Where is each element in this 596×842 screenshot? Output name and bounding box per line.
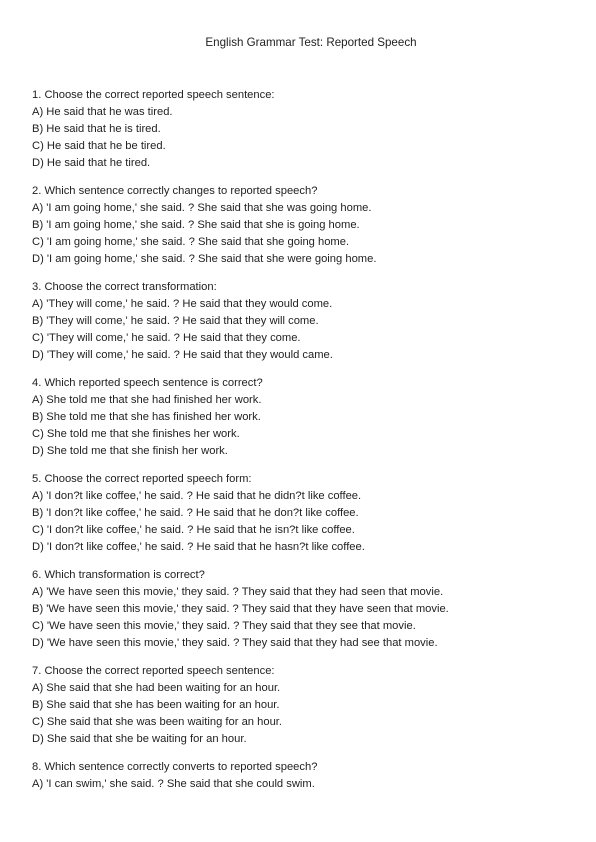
answer-option: A) 'They will come,' he said. ? He said that they would come. [32, 298, 333, 310]
answer-option: C) He said that he be tired. [32, 140, 166, 152]
question-3 [32, 279, 572, 364]
question-8 [32, 759, 572, 793]
answer-option: D) 'I am going home,' she said. ? She said that she were going home. [32, 253, 377, 265]
question-prompt: 5. Choose the correct reported speech form: [32, 473, 252, 485]
answer-option: D) She told me that she finish her work. [32, 445, 228, 457]
page-title: English Grammar Test: Reported Speech [205, 36, 417, 49]
question-1 [32, 87, 572, 172]
answer-option: D) He said that he tired. [32, 157, 151, 169]
answer-option: B) 'I am going home,' she said. ? She said that she is going home. [32, 219, 360, 231]
question-prompt: 1. Choose the correct reported speech sentence: [32, 89, 275, 101]
answer-option: B) 'We have seen this movie,' they said. ? They said that they have seen that movie. [32, 603, 449, 615]
question-prompt: 3. Choose the correct transformation: [32, 281, 217, 293]
answer-option: A) He said that he was tired. [32, 106, 173, 118]
answer-option: B) 'They will come,' he said. ? He said that they will come. [32, 315, 319, 327]
question-prompt: 7. Choose the correct reported speech sentence: [32, 665, 275, 677]
question-7 [32, 663, 572, 748]
question-2 [32, 183, 572, 268]
answer-option: A) 'We have seen this movie,' they said. ? They said that they had seen that movie. [32, 586, 444, 598]
answer-option: B) She said that she has been waiting for an hour. [32, 699, 280, 711]
answer-option: C) She said that she was been waiting for an hour. [32, 716, 283, 728]
answer-option: B) He said that he is tired. [32, 123, 161, 135]
question-list [32, 87, 572, 804]
answer-option: C) She told me that she finishes her work. [32, 428, 240, 440]
question-prompt: 2. Which sentence correctly changes to reported speech? [32, 185, 318, 197]
answer-option: C) 'They will come,' he said. ? He said that they come. [32, 332, 301, 344]
answer-option: A) She told me that she had finished her work. [32, 394, 262, 406]
question-prompt: 4. Which reported speech sentence is correct? [32, 377, 263, 389]
answer-option: D) She said that she be waiting for an hour. [32, 733, 247, 745]
question-4 [32, 375, 572, 460]
answer-option: C) 'I don?t like coffee,' he said. ? He said that he isn?t like coffee. [32, 524, 355, 536]
question-prompt: 6. Which transformation is correct? [32, 569, 205, 581]
answer-option: D) 'I don?t like coffee,' he said. ? He said that he hasn?t like coffee. [32, 541, 365, 553]
answer-option: A) She said that she had been waiting for an hour. [32, 682, 281, 694]
answer-option: C) 'We have seen this movie,' they said. ? They said that they see that movie. [32, 620, 416, 632]
answer-option: B) She told me that she has finished her work. [32, 411, 261, 423]
answer-option: A) 'I am going home,' she said. ? She said that she was going home. [32, 202, 372, 214]
answer-option: B) 'I don?t like coffee,' he said. ? He said that he don?t like coffee. [32, 507, 359, 519]
answer-option: D) 'We have seen this movie,' they said. ? They said that they had see that movie. [32, 637, 438, 649]
answer-option: A) 'I can swim,' she said. ? She said that she could swim. [32, 778, 315, 790]
answer-option: A) 'I don?t like coffee,' he said. ? He said that he didn?t like coffee. [32, 490, 362, 502]
answer-option: C) 'I am going home,' she said. ? She said that she going home. [32, 236, 350, 248]
answer-option: D) 'They will come,' he said. ? He said that they would came. [32, 349, 333, 361]
question-5 [32, 471, 572, 556]
question-6 [32, 567, 572, 652]
question-prompt: 8. Which sentence correctly converts to reported speech? [32, 761, 318, 773]
